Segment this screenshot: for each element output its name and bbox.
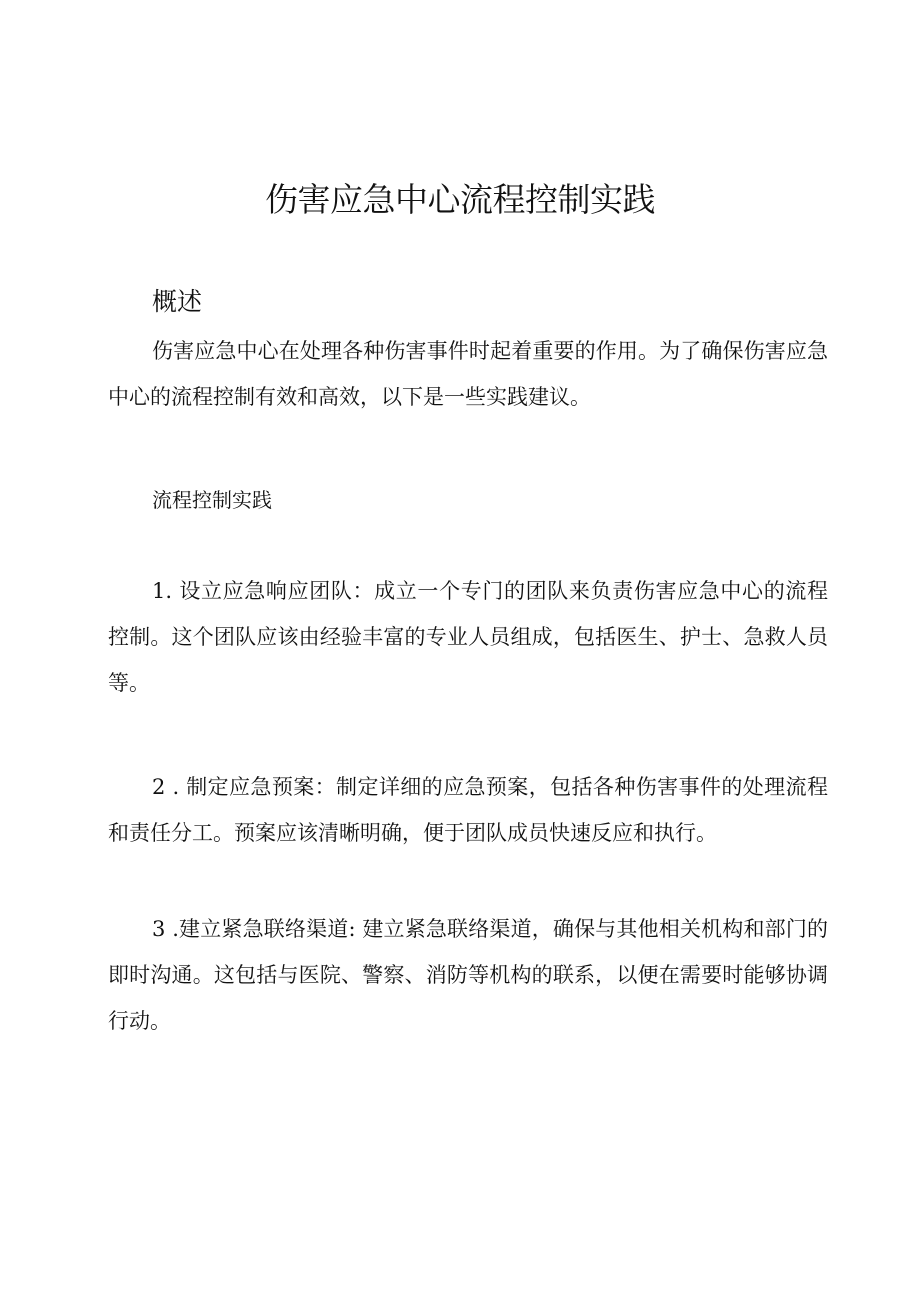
- practice-item-1: 1. 设立应急响应团队：成立一个专门的团队来负责伤害应急中心的流程控制。这个团队应该由经验丰富的专业人员组成，包括医生、护士、急救人员等。: [108, 579, 828, 695]
- document-title: 伤害应急中心流程控制实践: [265, 180, 655, 219]
- practice-item-2: 2 . 制定应急预案：制定详细的应急预案，包括各种伤害事件的处理流程和责任分工。预案应该清晰明确，便于团队成员快速反应和执行。: [108, 775, 828, 845]
- overview-heading: 概述: [152, 287, 203, 316]
- practice-item-3: 3 .建立紧急联络渠道: 建立紧急联络渠道，确保与其他相关机构和部门的即时沟通。这包括与医院、警察、消防等机构的联系，以便在需要时能够协调行动。: [108, 917, 828, 1033]
- overview-paragraph: 伤害应急中心在处理各种伤害事件时起着重要的作用。为了确保伤害应急中心的流程控制有效和高效，以下是一些实践建议。: [108, 339, 828, 409]
- practices-heading: 流程控制实践: [152, 488, 272, 512]
